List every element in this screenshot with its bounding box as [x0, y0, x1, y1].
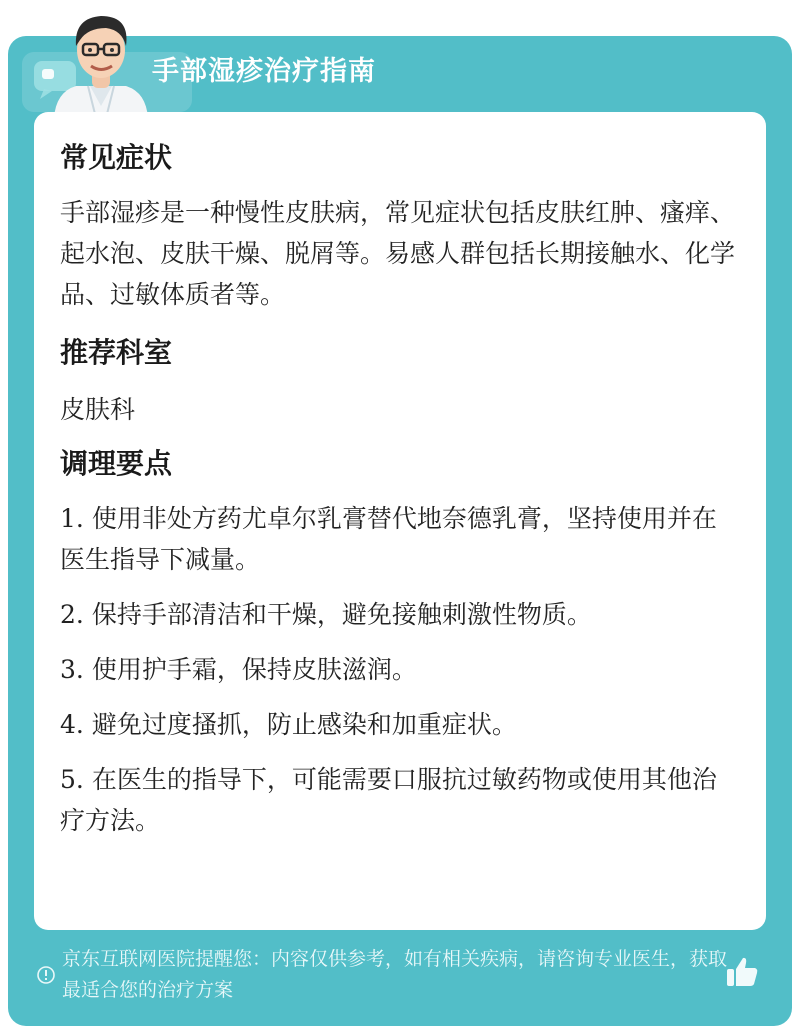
care-tips-list	[60, 498, 740, 841]
disclaimer-text: 京东互联网医院提醒您：内容仅供参考，如有相关疾病，请咨询专业医生，获取最适合您的治疗方案	[62, 948, 728, 1001]
tip-text: 使用非处方药尤卓尔乳膏替代地奈德乳膏，坚持使用并在医生指导下减量。	[60, 504, 717, 574]
page-title: 手部湿疹治疗指南	[152, 56, 376, 87]
thumbs-up-icon[interactable]	[724, 954, 760, 990]
symptoms-heading: 常见症状	[60, 141, 173, 174]
tip-number: 2.	[60, 600, 84, 629]
tip-number: 5.	[60, 765, 84, 794]
list-item	[60, 704, 740, 745]
tip-number: 4.	[60, 710, 84, 739]
doctor-avatar	[46, 6, 156, 118]
info-icon	[36, 965, 56, 985]
list-item	[60, 498, 740, 580]
list-item	[60, 649, 740, 690]
department-heading: 推荐科室	[60, 336, 173, 369]
tip-number: 1.	[60, 504, 84, 533]
list-item	[60, 594, 740, 635]
list-item	[60, 759, 740, 841]
tip-text: 避免过度搔抓，防止感染和加重症状。	[91, 710, 517, 739]
symptoms-text: 手部湿疹是一种慢性皮肤病，常见症状包括皮肤红肿、瘙痒、起水泡、皮肤干燥、脱屑等。易感人群包括长期接触水、化学品、过敏体质者等。	[60, 198, 736, 309]
department-text: 皮肤科	[60, 395, 136, 424]
content-card	[34, 112, 766, 930]
care-heading: 调理要点	[60, 447, 173, 480]
tip-text: 在医生的指导下，可能需要口服抗过敏药物或使用其他治疗方法。	[60, 765, 717, 835]
tip-text: 保持手部清洁和干燥，避免接触刺激性物质。	[91, 600, 592, 629]
tip-number: 3.	[60, 655, 84, 684]
tip-text: 使用护手霜，保持皮肤滋润。	[91, 655, 417, 684]
